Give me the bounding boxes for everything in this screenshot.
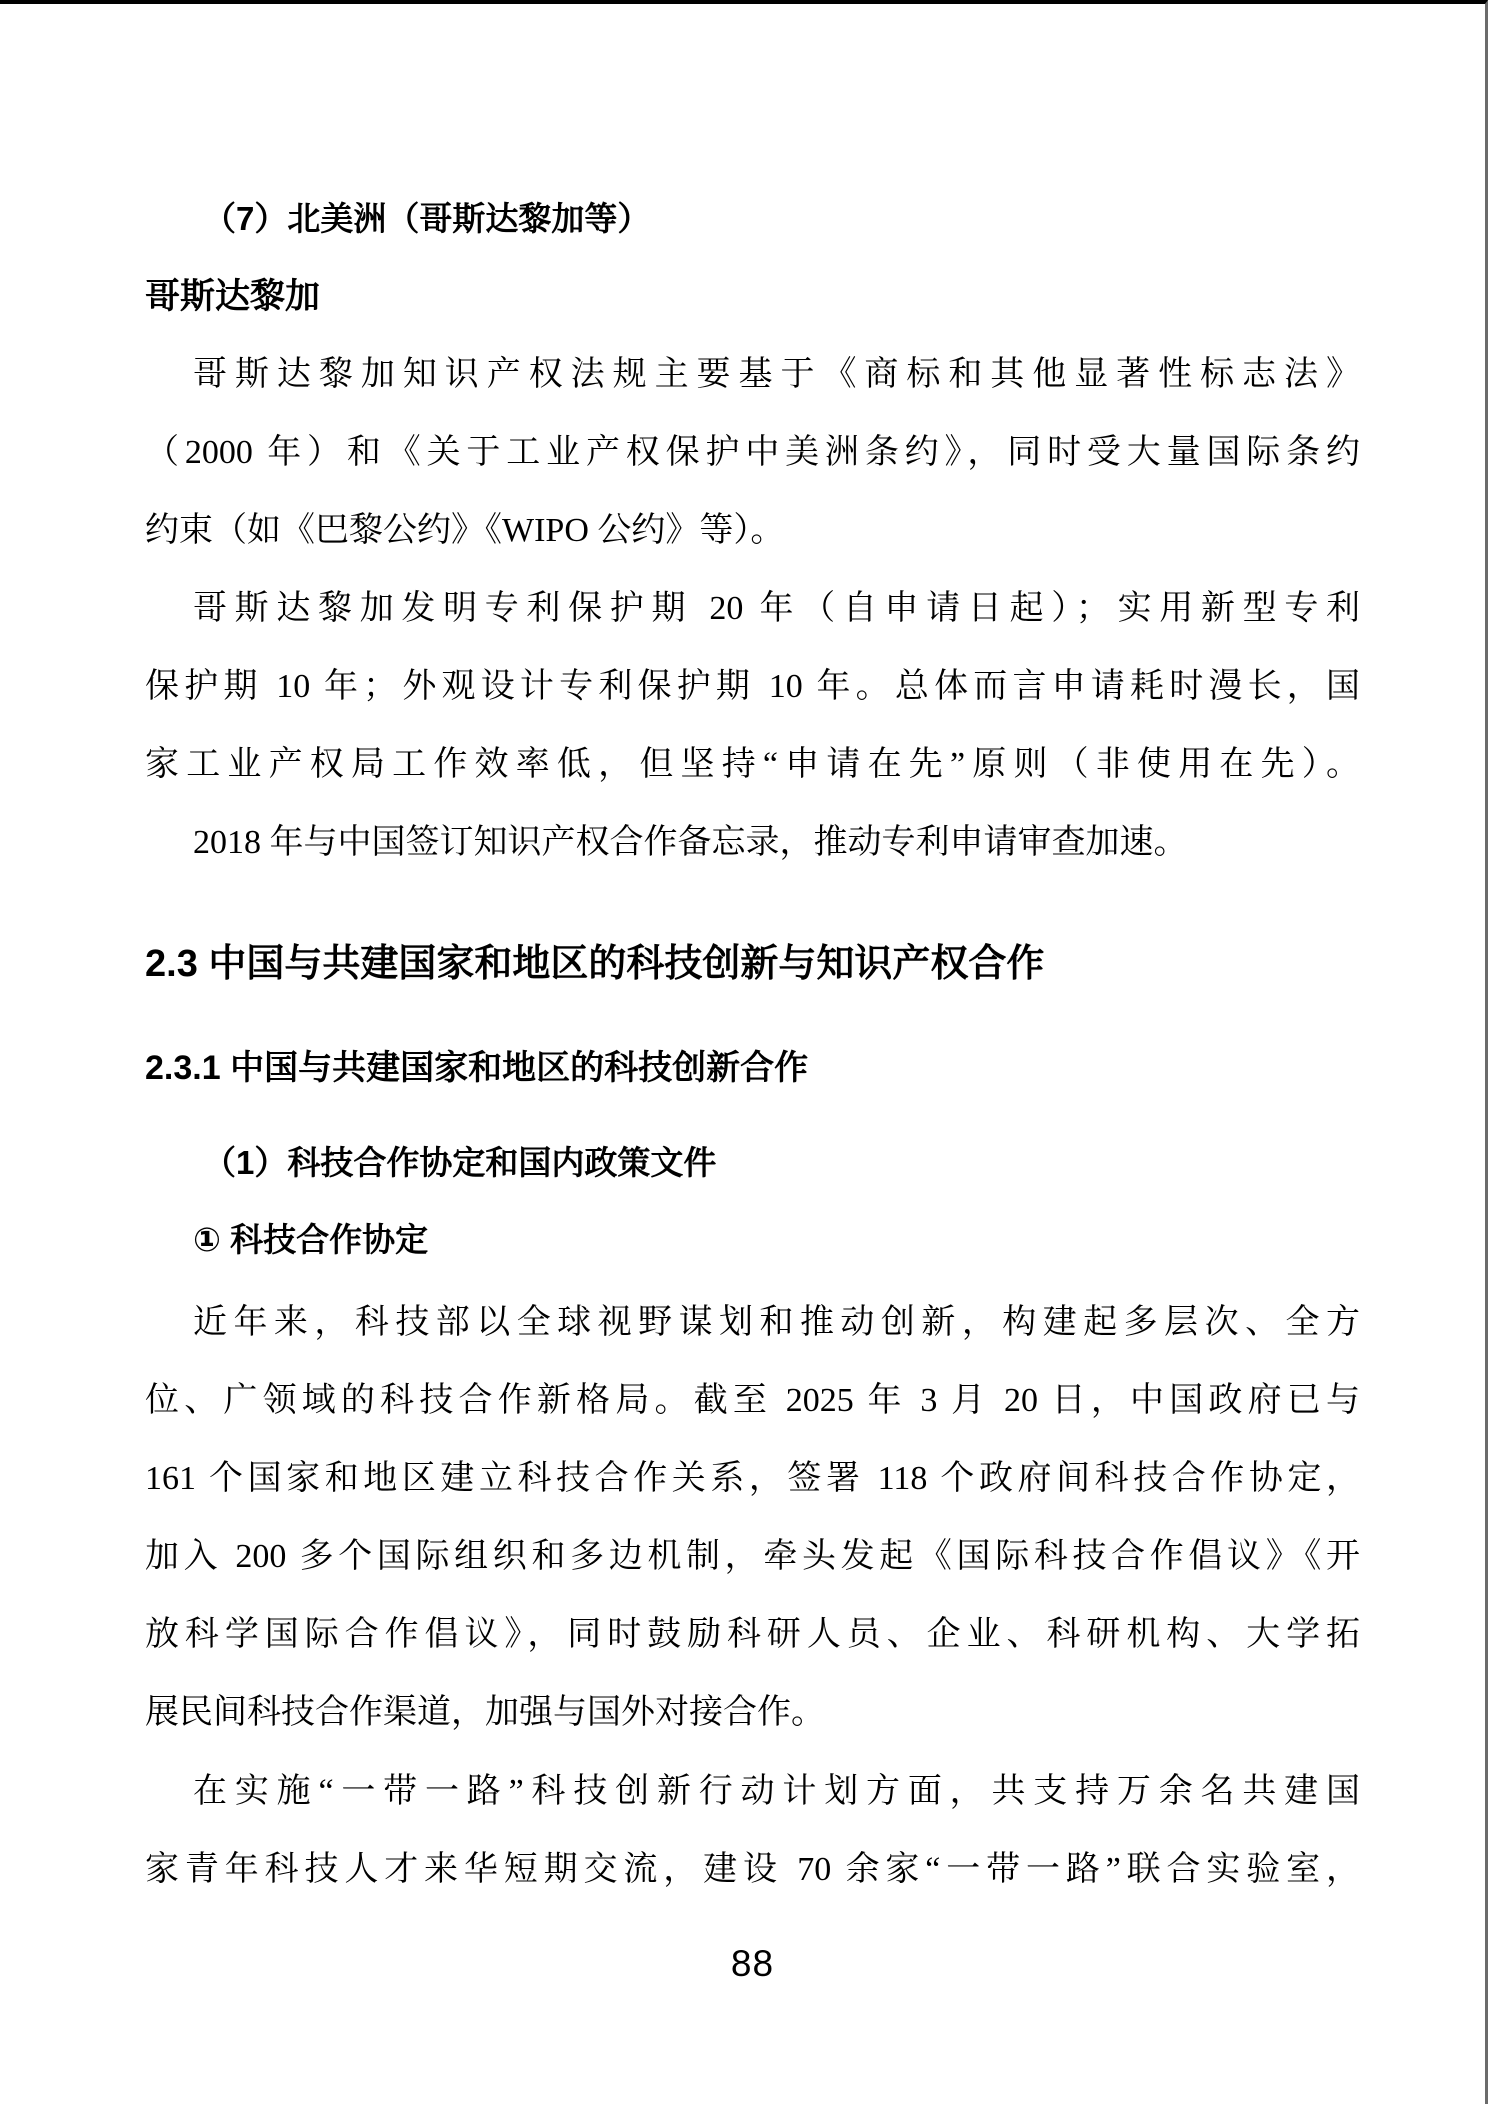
heading-subsection-2-3-1: 2.3.1 中国与共建国家和地区的科技创新合作 — [145, 1049, 809, 1087]
text-block — [145, 4, 1360, 1989]
text-line: 展民间科技合作渠道，加强与国外对接合作。 — [145, 1694, 825, 1731]
text-line: 保护期 10 年；外观设计专利保护期 10 年。总体而言申请耗时漫长，国 — [145, 668, 1360, 705]
heading-country: 哥斯达黎加 — [145, 277, 321, 316]
heading-circled-1: ① 科技合作协定 — [193, 1221, 429, 1258]
text-line: 161 个国家和地区建立科技合作关系，签署 118 个政府间科技合作协定， — [145, 1460, 1360, 1497]
text-line: 放科学国际合作倡议》，同时鼓励科研人员、企业、科研机构、大学拓 — [145, 1616, 1360, 1653]
heading-region: （7）北美洲（哥斯达黎加等） — [203, 200, 651, 237]
paragraph-2018-mou — [145, 804, 1360, 882]
page-number: 88 — [730, 1943, 775, 1984]
text-line: 家工业产权局工作效率低，但坚持“申请在先”原则（非使用在先）。 — [145, 746, 1360, 783]
paragraph-costa-rica-law — [145, 336, 1360, 570]
text-line: 在实施“一带一路”科技创新行动计划方面，共支持万余名共建国 — [193, 1773, 1360, 1810]
text-line: 家青年科技人才来华短期交流，建设 70 余家“一带一路”联合实验室， — [145, 1851, 1360, 1888]
heading-item-1: （1）科技合作协定和国内政策文件 — [203, 1144, 717, 1181]
text-line: 约束（如《巴黎公约》《WIPO 公约》等）。 — [145, 512, 785, 549]
text-line: 2018 年与中国签订知识产权合作备忘录，推动专利申请审查加速。 — [193, 824, 1188, 861]
heading-section-2-3: 2.3 中国与共建国家和地区的科技创新与知识产权合作 — [145, 943, 1045, 985]
text-line: （2000 年）和《关于工业产权保护中美洲条约》，同时受大量国际条约 — [145, 434, 1360, 471]
paragraph-most-cooperation — [145, 1284, 1360, 1752]
text-line: 哥斯达黎加知识产权法规主要基于《商标和其他显著性标志法》 — [193, 356, 1360, 393]
text-line: 哥斯达黎加发明专利保护期 20 年（自申请日起）；实用新型专利 — [193, 590, 1360, 627]
text-line: 位、广领域的科技合作新格局。截至 2025 年 3 月 20 日，中国政府已与 — [145, 1382, 1360, 1419]
text-line: 加入 200 多个国际组织和多边机制，牵头发起《国际科技合作倡议》《开 — [145, 1538, 1360, 1575]
paragraph-patent-terms — [145, 570, 1360, 804]
paragraph-belt-and-road — [145, 1753, 1360, 1909]
text-line: 近年来，科技部以全球视野谋划和推动创新，构建起多层次、全方 — [193, 1304, 1360, 1341]
